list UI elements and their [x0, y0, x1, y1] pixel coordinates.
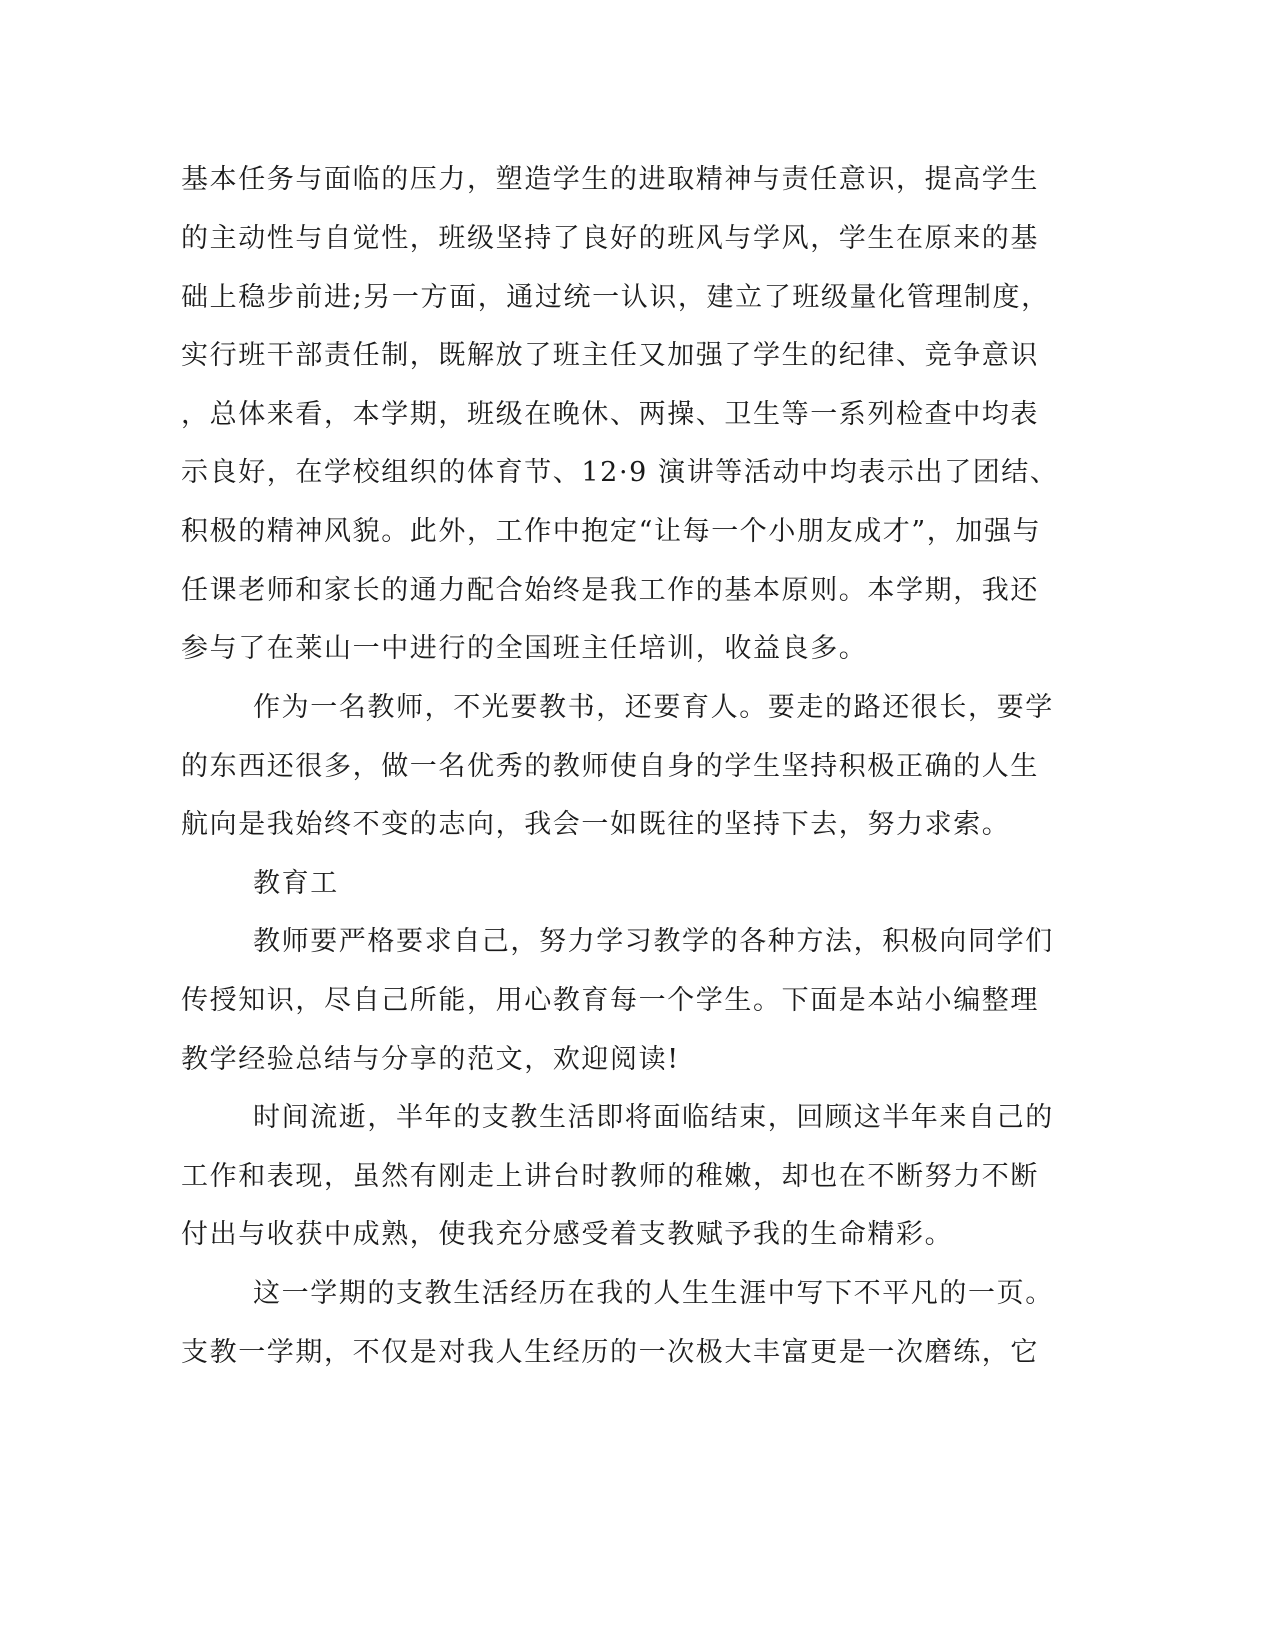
- body-text-line: ，总体来看，本学期，班级在晚休、两操、卫生等一系列检查中均表: [181, 399, 1039, 430]
- paragraph-first-line: 这一学期的支教生活经历在我的人生生涯中写下不平凡的一页。: [253, 1278, 1054, 1309]
- body-text-line: 工作和表现，虽然有刚走上讲台时教师的稚嫩，却也在不断努力不断: [181, 1161, 1039, 1192]
- body-text-line: 实行班干部责任制，既解放了班主任又加强了学生的纪律、竞争意识: [181, 340, 1039, 371]
- body-text-line: 础上稳步前进;另一方面，通过统一认识，建立了班级量化管理制度，: [181, 282, 1050, 313]
- body-text-line: 传授知识，尽自己所能，用心教育每一个学生。下面是本站小编整理: [181, 985, 1039, 1016]
- body-text-line: 示良好，在学校组织的体育节、12·9 演讲等活动中均表示出了团结、: [181, 457, 1059, 488]
- body-text-line: 付出与收获中成熟，使我充分感受着支教赋予我的生命精彩。: [181, 1219, 954, 1250]
- body-text-line: 任课老师和家长的通力配合始终是我工作的基本原则。本学期，我还: [181, 575, 1039, 606]
- paragraph-first-line: 教师要严格要求自己，努力学习教学的各种方法，积极向同学们: [253, 926, 1054, 957]
- body-text-line: 基本任务与面临的压力，塑造学生的进取精神与责任意识，提高学生: [181, 164, 1039, 195]
- paragraph-first-line: 时间流逝，半年的支教生活即将面临结束，回顾这半年来自己的: [253, 1102, 1054, 1133]
- paragraph-first-line: 作为一名教师，不光要教书，还要育人。要走的路还很长，要学: [253, 692, 1054, 723]
- body-text-line: 积极的精神风貌。此外，工作中抱定“让每一个小朋友成才”，加强与: [181, 516, 1042, 547]
- body-text-line: 的主动性与自觉性，班级坚持了良好的班风与学风，学生在原来的基: [181, 223, 1039, 254]
- body-text-line: 教学经验总结与分享的范文，欢迎阅读!: [181, 1044, 680, 1075]
- body-text-line: 支教一学期，不仅是对我人生经历的一次极大丰富更是一次磨练，它: [181, 1337, 1039, 1368]
- body-text-line: 的东西还很多，做一名优秀的教师使自身的学生坚持积极正确的人生: [181, 751, 1039, 782]
- body-text-line: 航向是我始终不变的志向，我会一如既往的坚持下去，努力求索。: [181, 809, 1011, 840]
- section-heading: 教育工: [253, 868, 339, 899]
- body-text-line: 参与了在莱山一中进行的全国班主任培训，收益良多。: [181, 633, 868, 664]
